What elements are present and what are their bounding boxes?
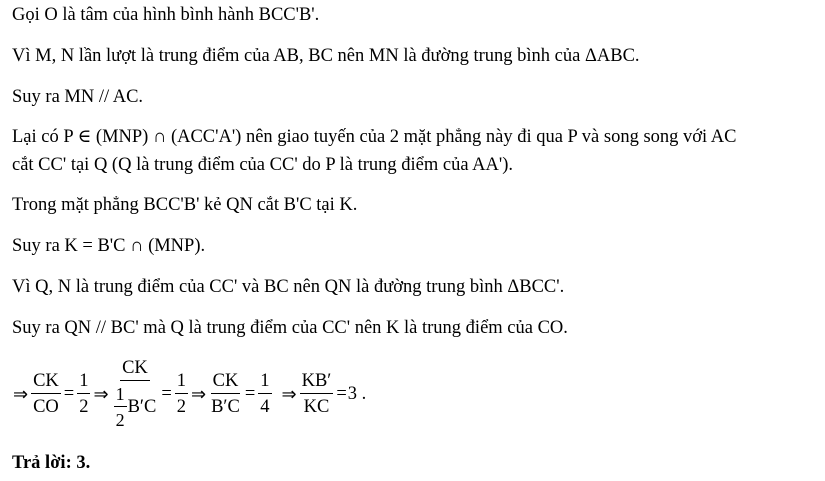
- fraction-one-half: [175, 370, 188, 418]
- equals-symbol: =: [244, 383, 256, 404]
- text-line-6: Trong mặt phẳng BCC'B' kẻ QN cắt B'C tại K.: [12, 195, 358, 215]
- fraction-one-half: [77, 370, 90, 418]
- implies-symbol: ⇒: [191, 383, 207, 405]
- equals-symbol: =: [161, 383, 172, 404]
- fraction-denominator: 2: [79, 397, 89, 417]
- text-line-5: cắt CC' tại Q (Q là trung điểm của CC' do P là trung điểm của AA').: [12, 155, 514, 175]
- text-line-9: Suy ra QN // BC' mà Q là trung điểm của CC' nên K là trung điểm của CO.: [12, 318, 568, 338]
- fraction-numerator: CK: [31, 370, 61, 394]
- text-line-7: Suy ra K = B'C ∩ (MNP).: [12, 236, 206, 256]
- fraction-numerator: 1: [258, 370, 271, 394]
- segment-bprime-c: B′C: [127, 397, 157, 417]
- fraction-denominator: [112, 381, 159, 431]
- fraction-ck-half-bc: [112, 357, 159, 431]
- equals-symbol: =: [336, 383, 347, 404]
- fraction-numerator: 1: [175, 370, 188, 394]
- fraction-ck-co: [31, 370, 61, 418]
- answer-line: Trả lời: 3.: [12, 453, 91, 473]
- ratio-equation: [12, 356, 366, 432]
- fraction-numerator: CK: [120, 357, 150, 381]
- implies-symbol: ⇒: [281, 383, 297, 405]
- fraction-denominator: 4: [260, 397, 270, 417]
- fraction-ck-bc: [209, 370, 242, 418]
- equals-symbol: =: [63, 383, 75, 404]
- fraction-numerator: 1: [114, 383, 127, 407]
- text-line-3: Suy ra MN // AC.: [12, 87, 144, 107]
- fraction-numerator: 1: [77, 370, 90, 394]
- fraction-numerator: CK: [211, 370, 241, 394]
- fraction-numerator: KB′: [300, 370, 334, 394]
- fraction-one-quarter: [258, 370, 271, 418]
- fraction-one-half-inner: [114, 383, 127, 431]
- text-line-8: Vì Q, N là trung điểm của CC' và BC nên QN là đường trung bình ΔBCC'.: [12, 277, 565, 297]
- fraction-denominator: CO: [33, 397, 59, 417]
- fraction-denominator: 2: [176, 397, 186, 417]
- text-line-1: Gọi O là tâm của hình bình hành BCC'B'.: [12, 5, 320, 25]
- text-line-4: Lại có P ∈ (MNP) ∩ (ACC'A') nên giao tuyến của 2 mặt phẳng này đi qua P và song song với AC: [12, 127, 737, 147]
- ratio-result: 3 .: [347, 383, 367, 404]
- fraction-denominator: 2: [115, 410, 125, 430]
- fraction-denominator: KC: [303, 397, 330, 417]
- fraction-kb-kc: [300, 370, 334, 418]
- implies-symbol: ⇒: [93, 383, 109, 405]
- fraction-denominator: B′C: [211, 397, 240, 417]
- implies-symbol: ⇒: [13, 383, 29, 405]
- text-line-2: Vì M, N lần lượt là trung điểm của AB, BC nên MN là đường trung bình của ΔABC.: [12, 46, 640, 66]
